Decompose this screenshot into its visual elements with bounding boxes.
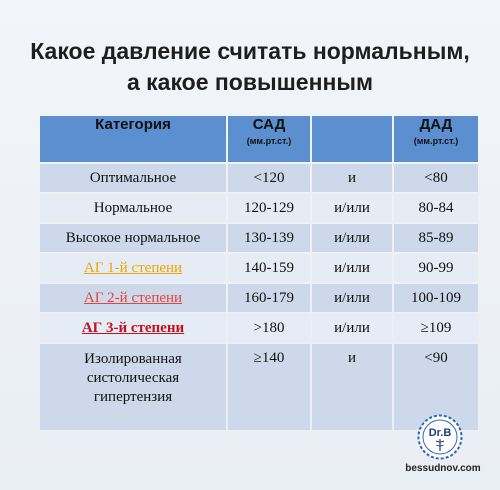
logo-text: Dr.B (428, 427, 452, 439)
ag1-link: АГ 1-й степени (83, 259, 183, 276)
table-row (40, 164, 478, 192)
ag2-link: АГ 2-й степени (83, 289, 183, 306)
table-row (40, 314, 478, 342)
table-row (40, 194, 478, 222)
page-title (0, 36, 500, 98)
dad-cell: 80-84 (394, 194, 478, 222)
sad-cell: 120-129 (228, 194, 310, 222)
conj-cell: и/или (312, 284, 392, 312)
blood-pressure-table (38, 114, 480, 432)
conj-cell: и/или (312, 254, 392, 282)
sad-cell: 140-159 (228, 254, 310, 282)
dr-b-logo (417, 414, 463, 460)
dr-b-logo-graphic (417, 414, 463, 460)
category-cell: Высокое нормальное (40, 224, 226, 252)
dad-cell: 100-109 (394, 284, 478, 312)
category-cell (40, 314, 226, 342)
category-line: Изолированная (84, 351, 182, 367)
sad-cell: >180 (228, 314, 310, 342)
conj-cell: и/или (312, 224, 392, 252)
category-line: систолическая (86, 370, 180, 386)
header-dad-label: ДАД (419, 116, 453, 133)
sad-cell: 160-179 (228, 284, 310, 312)
conj-cell: и/или (312, 194, 392, 222)
table-row (40, 344, 478, 430)
table-row (40, 284, 478, 312)
sad-cell: 130-139 (228, 224, 310, 252)
conj-cell: и (312, 164, 392, 192)
header-sad (228, 116, 310, 162)
header-category: Категория (40, 116, 226, 162)
dad-cell: <80 (394, 164, 478, 192)
table-header-row (40, 116, 478, 162)
sad-cell: ≥140 (228, 344, 310, 430)
header-sad-unit: (мм.рт.ст.) (246, 136, 292, 146)
header-conj (312, 116, 392, 162)
header-dad (394, 116, 478, 162)
conj-cell: и (312, 344, 392, 430)
table-row (40, 254, 478, 282)
dad-cell: <90 (394, 344, 478, 430)
conj-cell: и/или (312, 314, 392, 342)
table-row (40, 224, 478, 252)
category-line: гипертензия (93, 389, 173, 405)
category-cell (40, 344, 226, 430)
dad-cell: 90-99 (394, 254, 478, 282)
category-cell (40, 284, 226, 312)
dad-cell: ≥109 (394, 314, 478, 342)
ag3-link: АГ 3-й степени (81, 319, 185, 336)
category-cell: Нормальное (40, 194, 226, 222)
title-line-1: Какое давление считать нормальным, (30, 38, 470, 64)
category-cell (40, 254, 226, 282)
title-line-2: а какое повышенным (126, 69, 374, 95)
category-cell: Оптимальное (40, 164, 226, 192)
sad-cell: <120 (228, 164, 310, 192)
site-name[interactable]: bessudnov.com (405, 463, 481, 474)
header-sad-label: САД (252, 116, 286, 133)
dad-cell: 85-89 (394, 224, 478, 252)
header-dad-unit: (мм.рт.ст.) (413, 136, 459, 146)
